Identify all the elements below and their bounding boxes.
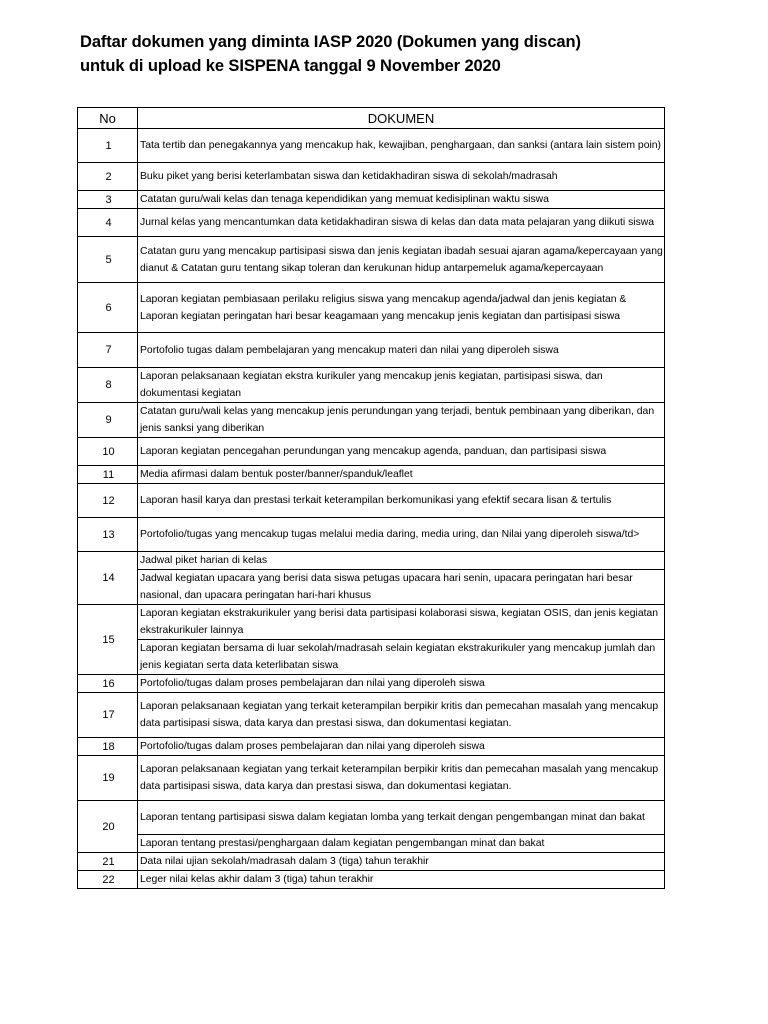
column-header-no: No bbox=[78, 108, 138, 129]
table-row bbox=[78, 693, 665, 738]
document-description: Leger nilai kelas akhir dalam 3 (tiga) tahun terakhir bbox=[138, 871, 665, 889]
document-description: Portofolio/tugas dalam proses pembelajaran dan nilai yang diperoleh siswa bbox=[138, 738, 665, 756]
document-description: Laporan pelaksanaan kegiatan yang terkait keterampilan berpikir kritis dan pemecahan masalah yang mencakup data partisipasi siswa, data karya dan prestasi siswa, dan dokumentasi kegiatan. bbox=[138, 756, 665, 801]
row-number: 3 bbox=[78, 191, 138, 209]
document-description: Laporan kegiatan bersama di luar sekolah/madrasah selain kegiatan ekstrakurikuler yang mencakup jumlah dan jenis kegiatan serta data keterlibatan siswa bbox=[138, 640, 665, 675]
row-number: 16 bbox=[78, 675, 138, 693]
table-row bbox=[78, 640, 665, 675]
row-number: 2 bbox=[78, 163, 138, 191]
row-number: 12 bbox=[78, 484, 138, 518]
row-number: 19 bbox=[78, 756, 138, 801]
document-description: Laporan kegiatan pembiasaan perilaku religius siswa yang mencakup agenda/jadwal dan jenis kegiatan & Laporan kegiatan peringatan hari besar keagamaan yang mencakup jenis kegiatan dan partisipasi siswa bbox=[138, 283, 665, 333]
row-number: 6 bbox=[78, 283, 138, 333]
document-description: Laporan tentang partisipasi siswa dalam kegiatan lomba yang terkait dengan pengembangan minat dan bakat bbox=[138, 801, 665, 835]
row-number: 18 bbox=[78, 738, 138, 756]
table-row bbox=[78, 129, 665, 163]
document-description: Jadwal kegiatan upacara yang berisi data siswa petugas upacara hari senin, upacara peringatan hari besar nasional, dan upacara peringatan hari-hari khusus bbox=[138, 570, 665, 605]
document-description: Tata tertib dan penegakannya yang mencakup hak, kewajiban, penghargaan, dan sanksi (antara lain sistem poin) bbox=[138, 129, 665, 163]
document-description: Laporan kegiatan pencegahan perundungan yang mencakup agenda, panduan, dan partisipasi siswa bbox=[138, 438, 665, 466]
row-number: 5 bbox=[78, 237, 138, 283]
document-table bbox=[77, 107, 665, 889]
table-row bbox=[78, 675, 665, 693]
table-row bbox=[78, 801, 665, 835]
table-row bbox=[78, 283, 665, 333]
row-number: 14 bbox=[78, 552, 138, 605]
table-row bbox=[78, 605, 665, 640]
document-description: Media afirmasi dalam bentuk poster/banner/spanduk/leaflet bbox=[138, 466, 665, 484]
row-number: 8 bbox=[78, 368, 138, 403]
row-number: 13 bbox=[78, 518, 138, 552]
table-row bbox=[78, 237, 665, 283]
table-row bbox=[78, 835, 665, 853]
table-row bbox=[78, 853, 665, 871]
row-number: 10 bbox=[78, 438, 138, 466]
document-description: Portofolio/tugas yang mencakup tugas melalui media daring, media uring, dan Nilai yang diperoleh siswa/td> bbox=[138, 518, 665, 552]
row-number: 9 bbox=[78, 403, 138, 438]
table-row bbox=[78, 191, 665, 209]
title-line-1: Daftar dokumen yang diminta IASP 2020 (Dokumen yang discan) bbox=[80, 33, 581, 51]
document-description: Laporan pelaksanaan kegiatan ekstra kurikuler yang mencakup jenis kegiatan, partisipasi siswa, dan dokumentasi kegiatan bbox=[138, 368, 665, 403]
table-row bbox=[78, 209, 665, 237]
document-description: Data nilai ujian sekolah/madrasah dalam 3 (tiga) tahun terakhir bbox=[138, 853, 665, 871]
table-row bbox=[78, 403, 665, 438]
document-description: Jurnal kelas yang mencantumkan data ketidakhadiran siswa di kelas dan data mata pelajaran yang diikuti siswa bbox=[138, 209, 665, 237]
column-header-dokumen: DOKUMEN bbox=[138, 108, 665, 129]
row-number: 22 bbox=[78, 871, 138, 889]
table-row bbox=[78, 368, 665, 403]
table-header-row bbox=[78, 108, 665, 129]
table-row bbox=[78, 756, 665, 801]
row-number: 20 bbox=[78, 801, 138, 853]
table-row bbox=[78, 438, 665, 466]
document-description: Buku piket yang berisi keterlambatan siswa dan ketidakhadiran siswa di sekolah/madrasah bbox=[138, 163, 665, 191]
table-row bbox=[78, 466, 665, 484]
document-description: Laporan pelaksanaan kegiatan yang terkait keterampilan berpikir kritis dan pemecahan masalah yang mencakup data partisipasi siswa, data karya dan prestasi siswa, dan dokumentasi kegiatan. bbox=[138, 693, 665, 738]
row-number: 15 bbox=[78, 605, 138, 675]
row-number: 4 bbox=[78, 209, 138, 237]
document-description: Jadwal piket harian di kelas bbox=[138, 552, 665, 570]
document-description: Portofolio/tugas dalam proses pembelajaran dan nilai yang diperoleh siswa bbox=[138, 675, 665, 693]
table-row bbox=[78, 738, 665, 756]
row-number: 17 bbox=[78, 693, 138, 738]
table-row bbox=[78, 163, 665, 191]
table-row bbox=[78, 333, 665, 368]
row-number: 21 bbox=[78, 853, 138, 871]
table-body bbox=[78, 129, 665, 889]
document-description: Catatan guru/wali kelas yang mencakup jenis perundungan yang terjadi, bentuk pembinaan yang diberikan, dan jenis sanksi yang diberikan bbox=[138, 403, 665, 438]
document-description: Laporan hasil karya dan prestasi terkait keterampilan berkomunikasi yang efektif secara lisan & tertulis bbox=[138, 484, 665, 518]
table-row bbox=[78, 871, 665, 889]
row-number: 1 bbox=[78, 129, 138, 163]
document-description: Portofolio tugas dalam pembelajaran yang mencakup materi dan nilai yang diperoleh siswa bbox=[138, 333, 665, 368]
row-number: 11 bbox=[78, 466, 138, 484]
document-description: Catatan guru yang mencakup partisipasi siswa dan jenis kegiatan ibadah sesuai ajaran agama/kepercayaan yang dianut & Catatan guru tentang sikap toleran dan kerukunan hidup antarpemeluk agama/kepercayaan bbox=[138, 237, 665, 283]
document-description: Catatan guru/wali kelas dan tenaga kependidikan yang memuat kedisiplinan waktu siswa bbox=[138, 191, 665, 209]
table-row bbox=[78, 552, 665, 570]
document-title bbox=[80, 30, 720, 78]
title-line-2: untuk di upload ke SISPENA tanggal 9 November 2020 bbox=[80, 57, 501, 75]
document-description: Laporan tentang prestasi/penghargaan dalam kegiatan pengembangan minat dan bakat bbox=[138, 835, 665, 853]
table-row bbox=[78, 484, 665, 518]
table-row bbox=[78, 518, 665, 552]
document-description: Laporan kegiatan ekstrakurikuler yang berisi data partisipasi kolaborasi siswa, kegiatan OSIS, dan jenis kegiatan ekstrakurikuler lainnya bbox=[138, 605, 665, 640]
table-row bbox=[78, 570, 665, 605]
row-number: 7 bbox=[78, 333, 138, 368]
